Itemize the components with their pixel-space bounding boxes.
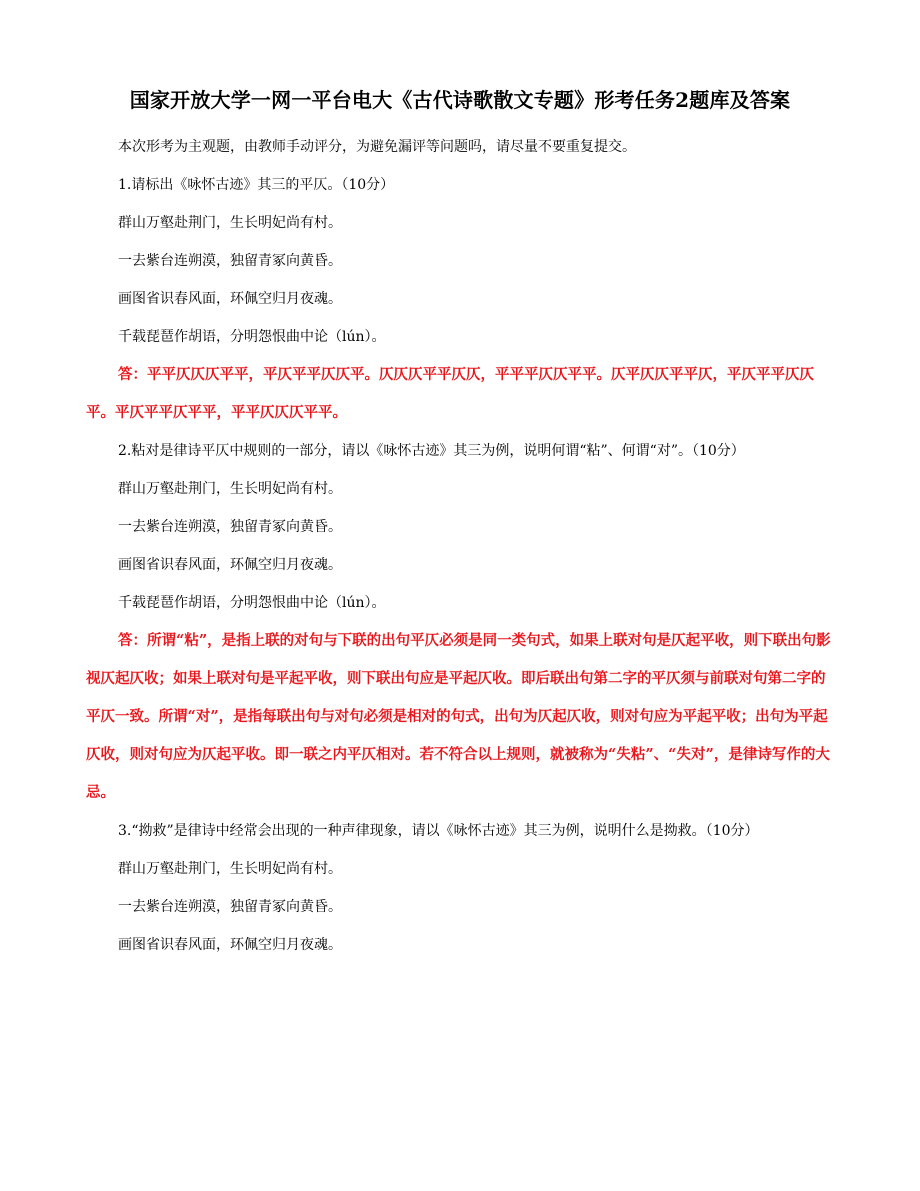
document-body	[86, 128, 838, 964]
q2-poem-line-1: 群山万壑赴荆门，生长明妃尚有村。	[118, 481, 342, 497]
answer-1: 答：平平仄仄仄平平，平仄平平仄仄平。仄仄仄平平仄仄，平平平仄仄平平。仄平仄仄平平仄，平仄平平仄仄平。平仄平平仄平平，平平仄仄仄平平。	[86, 366, 814, 421]
q2-poem-line-4: 千载琵琶作胡语，分明怨恨曲中论（lún）。	[118, 595, 386, 611]
question-1: 1.请标出《咏怀古迹》其三的平仄。（10分）	[118, 177, 395, 193]
q3-poem-line-2: 一去紫台连朔漠，独留青冢向黄昏。	[118, 899, 342, 915]
q1-poem-line-4: 千载琵琶作胡语，分明怨恨曲中论（lún）。	[118, 329, 386, 345]
q1-poem-line-3: 画图省识春风面，环佩空归月夜魂。	[118, 291, 342, 307]
page-title: 国家开放大学一网一平台电大《古代诗歌散文专题》形考任务2题库及答案	[129, 88, 791, 112]
q1-poem-line-2: 一去紫台连朔漠，独留青冢向黄昏。	[118, 253, 342, 269]
q2-poem-line-3: 画图省识春风面，环佩空归月夜魂。	[118, 557, 342, 573]
question-3: 3.“拗救”是律诗中经常会出现的一种声律现象，请以《咏怀古迹》其三为例，说明什么是拗救。（10分）	[118, 823, 759, 839]
intro-text: 本次形考为主观题，由教师手动评分，为避免漏评等问题吗，请尽量不要重复提交。	[118, 139, 636, 155]
q2-poem-line-2: 一去紫台连朔漠，独留青冢向黄昏。	[118, 519, 342, 535]
answer-2: 答：所谓“粘”，是指上联的对句与下联的出句平仄必须是同一类句式，如果上联对句是仄起平收，则下联出句影视仄起仄收；如果上联对句是平起平收，则下联出句应是平起仄收。即后联出句第二字的平仄须与前联对句第二字的平仄一致。所谓“对”，是指每联出句与对句必须是相对的句式，出句为仄起仄收，则对句应为平起平收；出句为平起仄收，则对句应为仄起平收。即一联之内平仄相对。若不符合以上规则，就被称为“失粘”、“失对”，是律诗写作的大忌。	[86, 632, 831, 801]
q1-poem-line-1: 群山万壑赴荆门，生长明妃尚有村。	[118, 215, 342, 231]
question-2: 2.粘对是律诗平仄中规则的一部分，请以《咏怀古迹》其三为例，说明何谓“粘”、何谓“对”。（10分）	[118, 443, 745, 459]
q3-poem-line-3: 画图省识春风面，环佩空归月夜魂。	[118, 937, 342, 953]
q3-poem-line-1: 群山万壑赴荆门，生长明妃尚有村。	[118, 861, 342, 877]
